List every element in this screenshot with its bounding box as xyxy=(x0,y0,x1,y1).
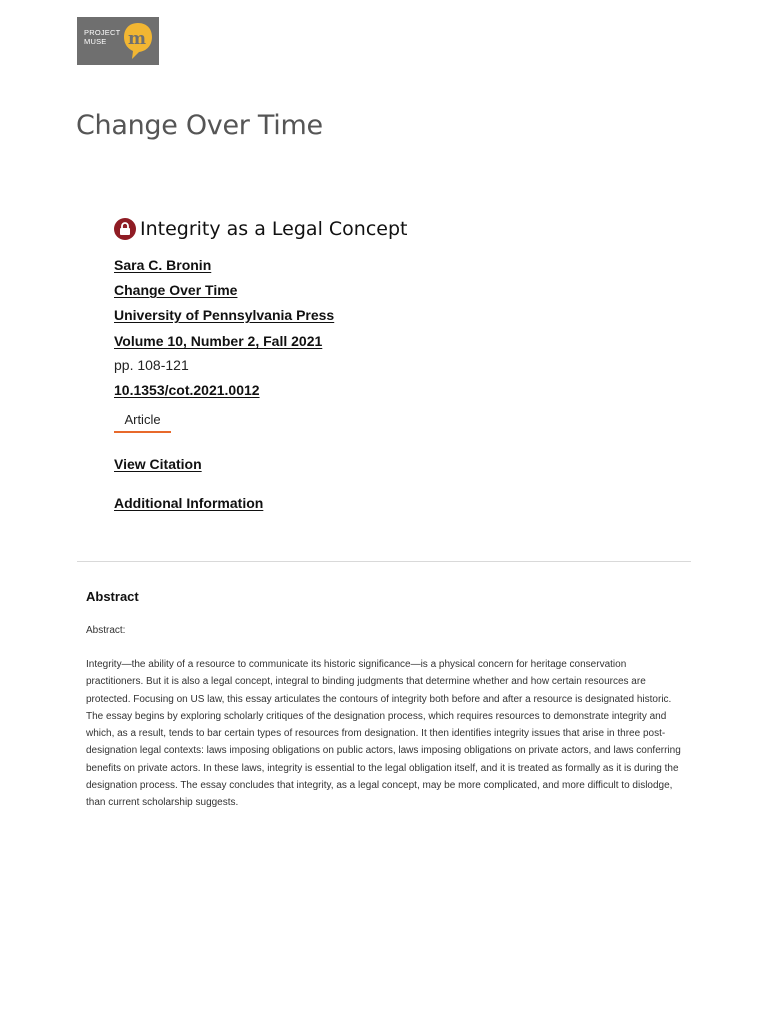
journal-title: Change Over Time xyxy=(76,110,323,141)
lock-icon xyxy=(114,218,136,240)
abstract-label: Abstract: xyxy=(86,625,126,636)
svg-text:m: m xyxy=(128,29,146,49)
project-muse-logo[interactable] xyxy=(77,17,159,65)
logo-wordmark xyxy=(84,28,120,46)
muse-m-icon xyxy=(122,21,154,61)
publisher-link[interactable]: University of Pennsylvania Press xyxy=(114,307,335,323)
issue-link[interactable]: Volume 10, Number 2, Fall 2021 xyxy=(114,333,323,349)
doi-link[interactable]: 10.1353/cot.2021.0012 xyxy=(114,382,260,398)
logo-line-2: MUSE xyxy=(84,37,107,46)
logo-line-1: PROJECT xyxy=(84,28,121,37)
article-title: Integrity as a Legal Concept xyxy=(140,218,408,240)
view-citation-link[interactable]: View Citation xyxy=(114,456,202,472)
journal-link[interactable]: Change Over Time xyxy=(114,282,238,298)
additional-information-link[interactable]: Additional Information xyxy=(114,495,264,511)
author-link[interactable]: Sara C. Bronin xyxy=(114,257,212,273)
section-divider xyxy=(77,561,691,562)
abstract-text: Integrity—the ability of a resource to communicate its historic significance—is a physical concern for heritage conservation practitioners. But it is also a legal concept, integral to binding judgments that determine whether and how certain resources are protected. Focusing on US law, this essay articulates the contours of integrity both before and after a resource is designated historic. The essay begins by exploring scholarly critiques of the designation process, which requires resources to demonstrate integrity and which, as a result, tends to bar certain types of resources from designation. It then identifies integrity issues that arise in three post-designation legal contexts: laws imposing obligations on public actors, laws imposing obligations on private actors, and laws conferring benefits on private actors. In these laws, integrity is essential to the legal obligation itself, and it is treated as formally as it is during the designation process. The essay concludes that integrity, as a legal concept, may be more complicated, and more difficult to dislodge, than current scholarship suggests. xyxy=(86,659,681,809)
article-type-tag: Article xyxy=(114,410,171,433)
abstract-heading: Abstract xyxy=(86,589,139,604)
article-header xyxy=(114,218,674,240)
article-title-row xyxy=(114,218,674,240)
page-range: pp. 108-121 xyxy=(114,357,189,373)
